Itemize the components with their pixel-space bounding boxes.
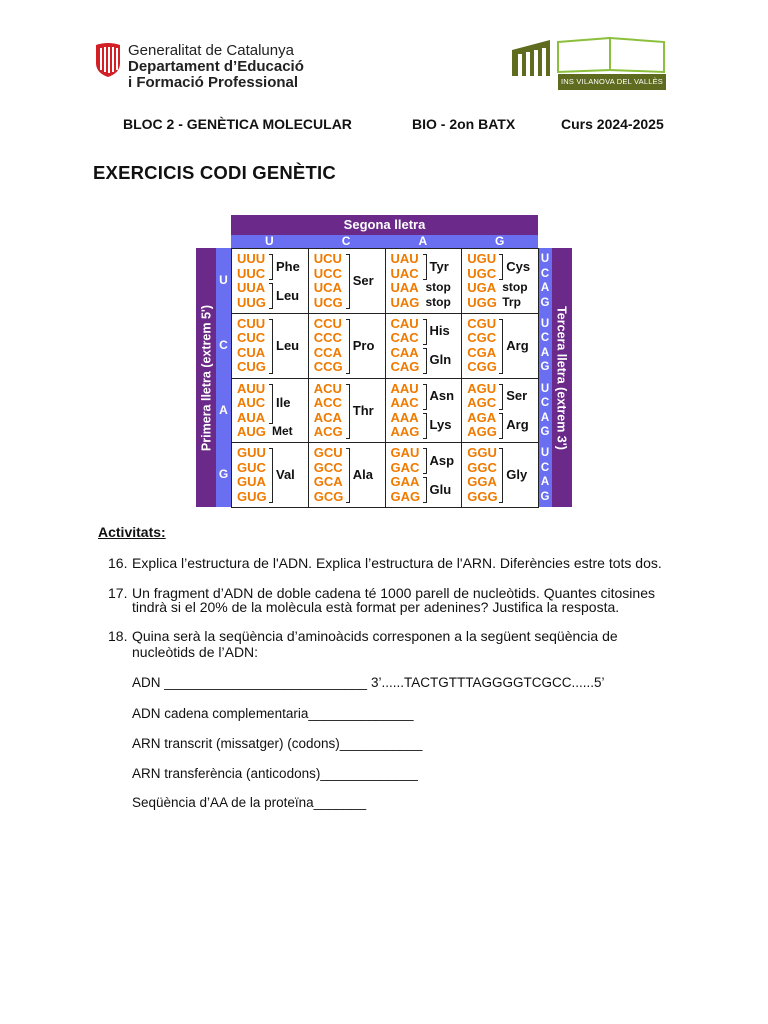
adn-sequence: 3’......TACTGTTTAGGGGTCGCC......5’ (371, 675, 605, 690)
school-name: INS VILANOVA DEL VALLÈS (558, 74, 666, 90)
column-letter-g: G (494, 234, 505, 248)
amino-acid-label: Ala (352, 467, 373, 483)
trna-line: ARN transferència (anticodons)_____________ (132, 766, 418, 781)
amino-acid-label: Trp (502, 294, 521, 309)
codon-bracket (423, 319, 427, 345)
amino-acid-label: Thr (352, 402, 374, 418)
codon-bracket (499, 254, 503, 280)
third-letter-u: U (540, 447, 550, 460)
protein-sequence-line: Seqüència d’AA de la proteïna_______ (132, 795, 367, 810)
codon-bracket (269, 448, 273, 503)
row-letter-a: A (219, 402, 228, 417)
codon-cell (461, 313, 539, 379)
codon-bracket (423, 448, 427, 474)
codon: GCG (313, 488, 344, 504)
codon-bracket (346, 254, 350, 309)
amino-acid-label: stop (425, 280, 451, 295)
third-letter-u: U (540, 382, 550, 395)
question-17-line1: Un fragment d’ADN de doble cadena té 1000 parell de nucleòtids. Quantes citosines (132, 585, 655, 601)
amino-acid-label: Arg (506, 417, 529, 432)
gencat-emblem-icon (94, 43, 122, 77)
codon: UGC (467, 265, 497, 281)
codon: AUU (237, 380, 266, 396)
amino-acid-label: Cys (506, 258, 531, 274)
codon-bracket (346, 319, 350, 374)
genetic-code-table (196, 215, 572, 507)
amino-acid-label: Arg (506, 337, 529, 353)
codon-cell (385, 442, 463, 508)
codon: CCC (313, 330, 342, 346)
first-letter-label: Primera lletra (extrem 5') (199, 304, 214, 452)
amino-acid-label: Pro (352, 337, 375, 353)
question-16-number: 16. (108, 555, 128, 571)
codon: GUC (237, 459, 266, 475)
codon: CUG (237, 359, 266, 375)
third-letter-a: A (540, 282, 550, 294)
codon-bracket (423, 254, 427, 280)
codon-bracket (499, 384, 503, 410)
row-letter-g: G (218, 467, 229, 482)
codon: CAA (390, 344, 419, 360)
codon-cell (231, 442, 309, 508)
codon-cell (461, 442, 539, 508)
codon-cell (385, 378, 463, 444)
codon-bracket (499, 448, 503, 503)
adn-line: ADN ___________________________ (132, 675, 367, 690)
third-letter-g: G (540, 426, 550, 438)
year-label: Curs 2024-2025 (561, 116, 664, 132)
row-letter-u: U (219, 273, 228, 287)
complementary-strand-line: ADN cadena complementaria______________ (132, 706, 414, 721)
second-letter-label: Segona lletra (343, 217, 426, 232)
codon-bracket (269, 384, 273, 425)
third-letter-c: C (540, 267, 550, 280)
codon: UAA (390, 280, 419, 295)
amino-acid-label: Leu (276, 337, 300, 353)
codon: UCU (313, 251, 342, 266)
codon: CGA (467, 344, 497, 360)
school-building-icon (510, 36, 668, 76)
codon: GCC (313, 459, 343, 475)
codon: GGC (467, 459, 497, 475)
codon: UUG (237, 294, 266, 310)
codon: UAG (390, 294, 420, 310)
gencat-line2: Departament d’Educació (128, 58, 304, 75)
codon: CAG (390, 359, 420, 375)
codon: UAU (390, 251, 419, 266)
codon-bracket (269, 283, 273, 309)
codon: CUC (237, 330, 266, 346)
codon: GUG (237, 488, 267, 504)
codon: AAA (390, 409, 419, 425)
codon-bracket (499, 413, 503, 439)
codon: UUU (237, 251, 266, 266)
codon: CCU (313, 315, 342, 331)
codon: CCA (313, 344, 342, 360)
codon-bracket (346, 448, 350, 503)
codon-cell (308, 442, 386, 508)
codon: CCG (313, 359, 343, 375)
third-letter-u: U (540, 253, 550, 265)
gencat-line3: i Formació Professional (128, 74, 299, 91)
third-letter-u: U (540, 317, 550, 330)
codon: AGG (467, 424, 497, 439)
codon: ACU (313, 380, 342, 396)
codon: GAU (390, 445, 420, 461)
codon: GAG (390, 488, 421, 504)
amino-acid-label: Phe (276, 258, 300, 274)
codon: GUU (237, 445, 266, 461)
codon: ACC (313, 395, 342, 410)
codon: AUC (237, 395, 266, 410)
codon-bracket (346, 384, 350, 439)
page-title: EXERCICIS CODI GENÈTIC (93, 162, 336, 183)
codon: AAU (390, 380, 419, 396)
question-18-line1: Quina serà la seqüència d’aminoàcids corresponen a la següent seqüència de (132, 628, 618, 644)
codon: GGG (467, 488, 498, 504)
codon: GCU (313, 445, 343, 461)
codon: ACG (313, 424, 343, 439)
question-17-line2: tindrà si el 20% de la molècula està format per adenines? Justifica la resposta. (132, 599, 620, 615)
codon: AGC (467, 395, 497, 410)
codon-bracket (499, 319, 503, 374)
codon-cell (308, 313, 386, 379)
amino-acid-label: stop (425, 294, 451, 309)
third-letter-a: A (540, 346, 550, 359)
codon: CAU (390, 315, 419, 331)
codon-bracket (423, 413, 427, 439)
codon: GCA (313, 474, 343, 490)
column-letter-c: C (341, 234, 351, 248)
column-letter-u: U (265, 234, 274, 248)
question-17-number: 17. (108, 585, 128, 601)
codon-bracket (269, 254, 273, 280)
codon-cell (461, 248, 539, 314)
codon: CGC (467, 330, 497, 346)
codon-bracket (423, 384, 427, 410)
codon: AUA (237, 409, 266, 425)
amino-acid-label: Ile (276, 395, 291, 411)
codon-cell (231, 248, 309, 314)
codon: GAC (390, 459, 420, 475)
codon: GAA (390, 474, 420, 490)
codon: AUG (237, 424, 266, 439)
third-letter-g: G (540, 490, 550, 503)
third-letter-label: Tercera lletra (extrem 3') (554, 306, 569, 450)
amino-acid-label: Lys (429, 417, 452, 432)
codon: AGU (467, 380, 497, 396)
third-letter-a: A (540, 411, 550, 424)
codon-cell (231, 378, 309, 444)
codon: UCA (313, 280, 342, 295)
third-letter-g: G (540, 361, 550, 374)
amino-acid-label: Asp (429, 452, 455, 468)
amino-acid-label: Gln (429, 352, 452, 368)
codon-cell (461, 378, 539, 444)
codon: CUU (237, 315, 266, 331)
codon-cell (308, 378, 386, 444)
third-letter-c: C (540, 461, 550, 474)
third-letter-c: C (540, 332, 550, 345)
third-letter-g: G (540, 296, 550, 309)
amino-acid-label: Gly (506, 467, 528, 483)
codon: UUC (237, 265, 266, 281)
third-letter-a: A (540, 476, 550, 489)
school-logo (510, 36, 668, 94)
gencat-logo (94, 42, 324, 92)
codon: GUA (237, 474, 266, 490)
amino-acid-label: Ser (352, 273, 374, 288)
third-letter-c: C (540, 397, 550, 409)
question-16-text: Explica l’estructura de l'ADN. Explica l’estructura de l'ARN. Diferències estre tots dos. (132, 555, 662, 571)
amino-acid-label: Ser (506, 388, 528, 403)
codon-bracket (423, 477, 427, 503)
codon: UAC (390, 265, 419, 281)
course-label: BIO - 2on BATX (412, 116, 516, 132)
codon-cell (385, 313, 463, 379)
amino-acid-label: His (429, 323, 450, 339)
codon-cell (231, 313, 309, 379)
codon: AGA (467, 409, 497, 425)
activities-heading: Activitats: (98, 524, 166, 540)
codon-bracket (423, 348, 427, 374)
amino-acid-label: Glu (429, 481, 452, 497)
codon: CUA (237, 344, 266, 360)
codon-cell (308, 248, 386, 314)
codon: UGU (467, 251, 497, 266)
codon: GGU (467, 445, 497, 461)
codon: AAG (390, 424, 420, 439)
row-letter-c: C (219, 337, 228, 352)
amino-acid-label: stop (502, 280, 528, 295)
amino-acid-label: Asn (429, 388, 455, 403)
codon: CAC (390, 330, 419, 346)
codon: UGA (467, 280, 497, 295)
codon: UCC (313, 265, 342, 281)
codon-bracket (269, 319, 273, 374)
question-18-line2: nucleòtids de l’ADN: (132, 644, 259, 660)
mrna-line: ARN transcrit (missatger) (codons)___________ (132, 736, 423, 751)
codon: AAC (390, 395, 419, 410)
codon: GGA (467, 474, 497, 490)
amino-acid-label: Leu (276, 287, 300, 303)
bloc-label: BLOC 2 - GENÈTICA MOLECULAR (123, 116, 352, 132)
amino-acid-label: Val (276, 467, 295, 483)
column-letter-a: A (418, 234, 428, 248)
codon: CGG (467, 359, 497, 375)
codon: ACA (313, 409, 342, 425)
codon-cell (385, 248, 463, 314)
question-18-number: 18. (108, 628, 128, 644)
codon: UGG (467, 294, 497, 310)
codon: CGU (467, 315, 497, 331)
amino-acid-label: Met (272, 424, 293, 439)
codon: UCG (313, 294, 343, 310)
codon: UUA (237, 280, 266, 295)
gencat-line1: Generalitat de Catalunya (128, 42, 294, 59)
amino-acid-label: Tyr (429, 258, 449, 274)
